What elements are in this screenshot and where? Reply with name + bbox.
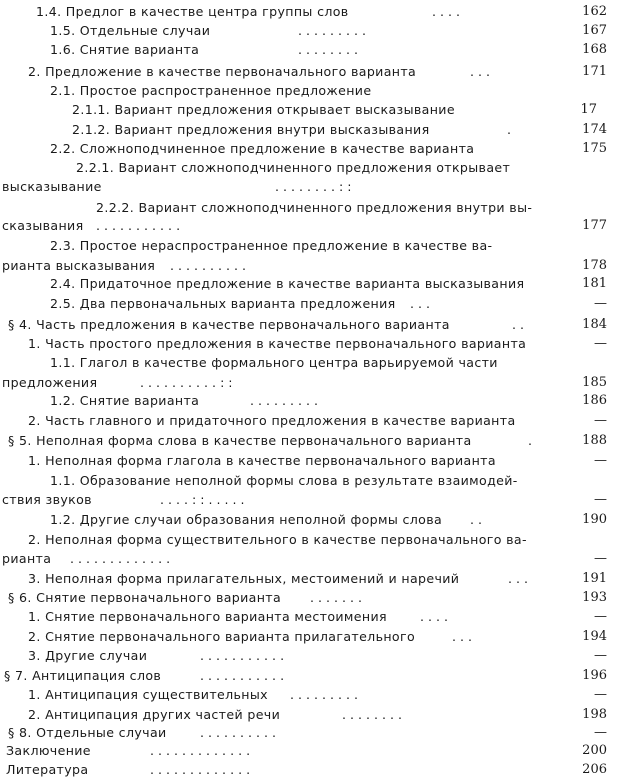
toc-page-number: 196 <box>582 668 607 683</box>
toc-entry-text: 2. Часть главного и придаточного предложения в качестве варианта <box>28 413 516 428</box>
toc-page-number: 185 <box>582 375 607 390</box>
toc-entry-text: 1. Антиципация существительных <box>28 687 268 702</box>
toc-page-number: 194 <box>582 629 607 644</box>
toc-page-number: 177 <box>582 218 607 233</box>
toc-row <box>0 315 620 334</box>
toc-entry-text: рианта высказывания <box>2 258 156 273</box>
toc-page-number: — <box>594 609 607 624</box>
toc-page-number: 198 <box>582 707 607 722</box>
toc-page-number: — <box>594 492 607 507</box>
toc-row <box>0 760 620 779</box>
toc-row <box>0 411 620 430</box>
toc-entry-text: 2. Антиципация других частей речи <box>28 707 281 722</box>
toc-leader-dots: . . . <box>508 571 529 586</box>
toc-row <box>0 40 620 59</box>
toc-page-number: 186 <box>582 393 607 408</box>
toc-leader-dots: . . . . . . . . . . . <box>200 668 285 683</box>
toc-row <box>0 158 620 177</box>
toc-entry-text: 2.4. Придаточное предложение в качестве варианта высказывания <box>50 276 525 291</box>
toc-leader-dots: . . . . . . . <box>310 590 363 605</box>
toc-page-number: 188 <box>582 433 607 448</box>
toc-row <box>0 81 620 100</box>
toc-row <box>0 471 620 490</box>
toc-leader-dots: . . . . : : . . . . . <box>160 492 245 507</box>
toc-row <box>0 588 620 607</box>
toc-page-number: 167 <box>582 23 607 38</box>
toc-entry-text: 2.1.1. Вариант предложения открывает высказывание <box>72 102 455 117</box>
toc-entry-text: 1.5. Отдельные случаи <box>50 23 211 38</box>
toc-leader-dots: . . . <box>470 64 491 79</box>
toc-leader-dots: . . . . . . . . . . . . . <box>150 762 251 777</box>
toc-leader-dots: . . . . . . . . . . . <box>200 648 285 663</box>
toc-row <box>0 666 620 685</box>
toc-leader-dots: . <box>507 122 512 137</box>
toc-entry-text: рианта <box>2 551 52 566</box>
toc-row <box>0 198 620 217</box>
toc-entry-text: 1. Неполная форма глагола в качестве первоначального варианта <box>28 453 496 468</box>
toc-page-number: 181 <box>582 276 607 291</box>
toc-page-number: 200 <box>582 743 607 758</box>
toc-page-number: 190 <box>582 512 607 527</box>
toc-leader-dots: . . . . . . . . . . <box>200 725 277 740</box>
toc-row <box>0 334 620 353</box>
toc-entry-text: § 8. Отдельные случаи <box>8 725 167 740</box>
toc-leader-dots: . . . . . . . . . <box>290 687 359 702</box>
toc-row <box>0 741 620 760</box>
toc-entry-text: 1.6. Снятие варианта <box>50 42 200 57</box>
toc-leader-dots: . . . . . . . . . . . . . <box>150 743 251 758</box>
toc-row <box>0 391 620 410</box>
toc-entry-text: 2.2. Сложноподчиненное предложение в качестве варианта <box>50 141 475 156</box>
toc-row <box>0 627 620 646</box>
toc-entry-text: 3. Другие случаи <box>28 648 148 663</box>
toc-row <box>0 62 620 81</box>
toc-page-number: 174 <box>582 122 607 137</box>
toc-leader-dots: . . <box>512 317 525 332</box>
toc-row <box>0 530 620 549</box>
toc-row <box>0 685 620 704</box>
toc-page-number: — <box>594 453 607 468</box>
toc-entry-text: 2. Неполная форма существительного в качестве первоначального ва- <box>28 532 527 547</box>
toc-page-number: — <box>594 725 607 740</box>
toc-row <box>0 373 620 392</box>
toc-entry-text: 2.2.1. Вариант сложноподчиненного предложения открывает <box>76 160 511 175</box>
toc-leader-dots: . . . . <box>432 4 461 19</box>
toc-leader-dots: . . . . . . . . <box>298 42 359 57</box>
toc-entry-text: сказывания <box>2 218 84 233</box>
toc-entry-text: 2. Предложение в качестве первоначального варианта <box>28 64 417 79</box>
toc-page-number: — <box>594 687 607 702</box>
toc-row <box>0 490 620 509</box>
toc-leader-dots: . <box>528 433 533 448</box>
toc-entry-text: 1.2. Другие случаи образования неполной формы слова <box>50 512 443 527</box>
toc-row <box>0 431 620 450</box>
toc-row <box>0 646 620 665</box>
toc-leader-dots: . . . . . . . . . . . <box>96 218 181 233</box>
toc-row <box>0 510 620 529</box>
toc-page-number: — <box>594 648 607 663</box>
toc-entry-text: § 4. Часть предложения в качестве первоначального варианта <box>8 317 450 332</box>
toc-entry-text: Заключение <box>6 743 91 758</box>
toc-page-number: 168 <box>582 42 607 57</box>
toc-entry-text: 1.1. Образование неполной формы слова в результате взаимодей- <box>50 473 518 488</box>
toc-row <box>0 451 620 470</box>
toc-row <box>0 216 620 235</box>
toc-leader-dots: . . . <box>410 296 431 311</box>
toc-leader-dots: . . . . . . . . . <box>298 23 367 38</box>
toc-entry-text: высказывание <box>2 179 102 194</box>
toc-row <box>0 120 620 139</box>
toc-entry-text: предложения <box>2 375 98 390</box>
toc-row <box>0 549 620 568</box>
toc-leader-dots: . . . . . . . . . . <box>170 258 247 273</box>
toc-page-number: — <box>594 296 607 311</box>
toc-entry-text: 1.4. Предлог в качестве центра группы слов <box>36 4 349 19</box>
toc-entry-text: § 5. Неполная форма слова в качестве первоначального варианта <box>8 433 472 448</box>
toc-row <box>0 177 620 196</box>
toc-leader-dots: . . . . . . . . . <box>250 393 319 408</box>
toc-page-number: 184 <box>582 317 607 332</box>
toc-row <box>0 723 620 742</box>
toc-entry-text: 2.2.2. Вариант сложноподчиненного предложения внутри вы- <box>96 200 533 215</box>
toc-page-number: — <box>594 336 607 351</box>
toc-page-number: 17 <box>580 102 597 117</box>
toc-entry-text: 2.3. Простое нераспространенное предложение в качестве ва- <box>50 238 493 253</box>
toc-entry-text: Литература <box>6 762 89 777</box>
toc-row <box>0 139 620 158</box>
toc-entry-text: 2. Снятие первоначального варианта прилагательного <box>28 629 415 644</box>
toc-row <box>0 100 620 119</box>
toc-entry-text: 3. Неполная форма прилагательных, местоимений и наречий <box>28 571 460 586</box>
toc-page-number: 175 <box>582 141 607 156</box>
toc-entry-text: 1.2. Снятие варианта <box>50 393 200 408</box>
toc-leader-dots: . . . . <box>420 609 449 624</box>
toc-leader-dots: . . . . . . . . . . . . . <box>70 551 171 566</box>
toc-entry-text: 1. Часть простого предложения в качестве первоначального варианта <box>28 336 527 351</box>
toc-row <box>0 353 620 372</box>
toc-page-number: — <box>594 551 607 566</box>
toc-row <box>0 294 620 313</box>
toc-row <box>0 705 620 724</box>
toc-leader-dots: . . . . . . . . : : <box>275 179 352 194</box>
toc-leader-dots: . . . <box>452 629 473 644</box>
toc-entry-text: § 7. Антиципация слов <box>4 668 162 683</box>
toc-entry-text: 2.1.2. Вариант предложения внутри высказывания <box>72 122 430 137</box>
toc-page-number: 171 <box>582 64 607 79</box>
toc-row <box>0 21 620 40</box>
toc-entry-text: § 6. Снятие первоначального варианта <box>8 590 282 605</box>
toc-leader-dots: . . . . . . . . . . : : <box>140 375 233 390</box>
toc-entry-text: 1. Снятие первоначального варианта местоимения <box>28 609 387 624</box>
toc-row <box>0 274 620 293</box>
toc-page-number: 193 <box>582 590 607 605</box>
toc-page-number: 191 <box>582 571 607 586</box>
toc-page-number: 206 <box>582 762 607 777</box>
toc-row <box>0 256 620 275</box>
toc-row <box>0 2 620 21</box>
toc-entry-text: 2.1. Простое распространенное предложение <box>50 83 372 98</box>
toc-page-number: 162 <box>582 4 607 19</box>
toc-leader-dots: . . . . . . . . <box>342 707 403 722</box>
toc-entry-text: 1.1. Глагол в качестве формального центра варьируемой части <box>50 355 498 370</box>
toc-page-number: 178 <box>582 258 607 273</box>
toc-row <box>0 607 620 626</box>
toc-row <box>0 236 620 255</box>
toc-entry-text: ствия звуков <box>2 492 92 507</box>
toc-page-number: — <box>594 413 607 428</box>
toc-leader-dots: . . <box>470 512 483 527</box>
toc-entry-text: 2.5. Два первоначальных варианта предложения <box>50 296 396 311</box>
toc-row <box>0 569 620 588</box>
